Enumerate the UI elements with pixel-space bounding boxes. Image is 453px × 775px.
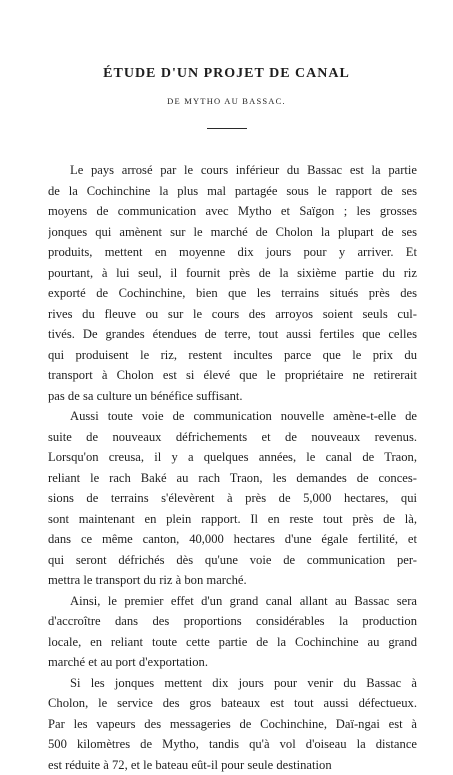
text-line: locale, en reliant toute cette partie de la Cochinchine au grand [48, 632, 417, 653]
body-text [48, 160, 417, 775]
text-line: reliant le rach Baké au rach Traon, les demandes de conces- [48, 468, 417, 489]
text-line: d'accroître dans des proportions considérables la production [48, 611, 417, 632]
paragraph [48, 673, 417, 775]
document-title: ÉTUDE D'UN PROJET DE CANAL [0, 66, 453, 82]
paragraph [48, 160, 417, 406]
text-line: Si les jonques mettent dix jours pour venir du Bassac à [48, 673, 417, 694]
text-line: pas de sa culture un bénéfice suffisant. [48, 386, 417, 407]
text-line: Le pays arrosé par le cours inférieur du Bassac est la partie [48, 160, 417, 181]
text-line: qui produisent le riz, restent incultes parce que le prix du [48, 345, 417, 366]
paragraph [48, 406, 417, 591]
text-line: qui seront défrichés dès qu'une voie de communication per- [48, 550, 417, 571]
text-line: dans ce même canton, 40,000 hectares d'une égale fertilité, et [48, 529, 417, 550]
text-line: Aussi toute voie de communication nouvelle amène-t-elle de [48, 406, 417, 427]
text-line: jonques qui amènent sur le marché de Cholon la plupart de ses [48, 222, 417, 243]
text-line: est réduite à 72, et le bateau eût-il pour seule destination [48, 755, 417, 775]
text-line: Ainsi, le premier effet d'un grand canal allant au Bassac sera [48, 591, 417, 612]
paragraph [48, 591, 417, 673]
text-line: Cholon, le service des gros bateaux est tout aussi défectueux. [48, 693, 417, 714]
text-line: tivés. De grandes étendues de terre, tout aussi fertiles que celles [48, 324, 417, 345]
text-line: pourtant, à lui seul, il fournit près de la sixième partie du riz [48, 263, 417, 284]
text-line: sont maintenant en plein rapport. Il en reste tout près de là, [48, 509, 417, 530]
text-line: 500 kilomètres de Mytho, tandis qu'à vol d'oiseau la distance [48, 734, 417, 755]
text-line: produits, mettent en moyenne dix jours pour y arriver. Et [48, 242, 417, 263]
document-subtitle: DE MYTHO AU BASSAC. [0, 96, 453, 106]
text-line: de la Cochinchine la plus mal partagée sous le rapport de ses [48, 181, 417, 202]
text-line: Par les vapeurs des messageries de Cochinchine, Daï-ngai est à [48, 714, 417, 735]
text-line: sions de terrains s'élevèrent à près de 5,000 hectares, qui [48, 488, 417, 509]
text-line: suite de nouveaux défrichements et de nouveaux revenus. [48, 427, 417, 448]
text-line: moyens de communication avec Mytho et Saïgon ; les grosses [48, 201, 417, 222]
text-line: marché et au port d'exportation. [48, 652, 417, 673]
text-line: transport à Cholon est si élevé que le propriétaire ne retirerait [48, 365, 417, 386]
text-line: mettra le transport du riz à bon marché. [48, 570, 417, 591]
text-line: rives du fleuve ou sur le cours des arroyos soient seuls cul- [48, 304, 417, 325]
text-line: Lorsqu'on creusa, il y a quelques années, le canal de Traon, [48, 447, 417, 468]
text-line: exporté de Cochinchine, bien que les terrains situés près des [48, 283, 417, 304]
title-divider [207, 128, 247, 129]
